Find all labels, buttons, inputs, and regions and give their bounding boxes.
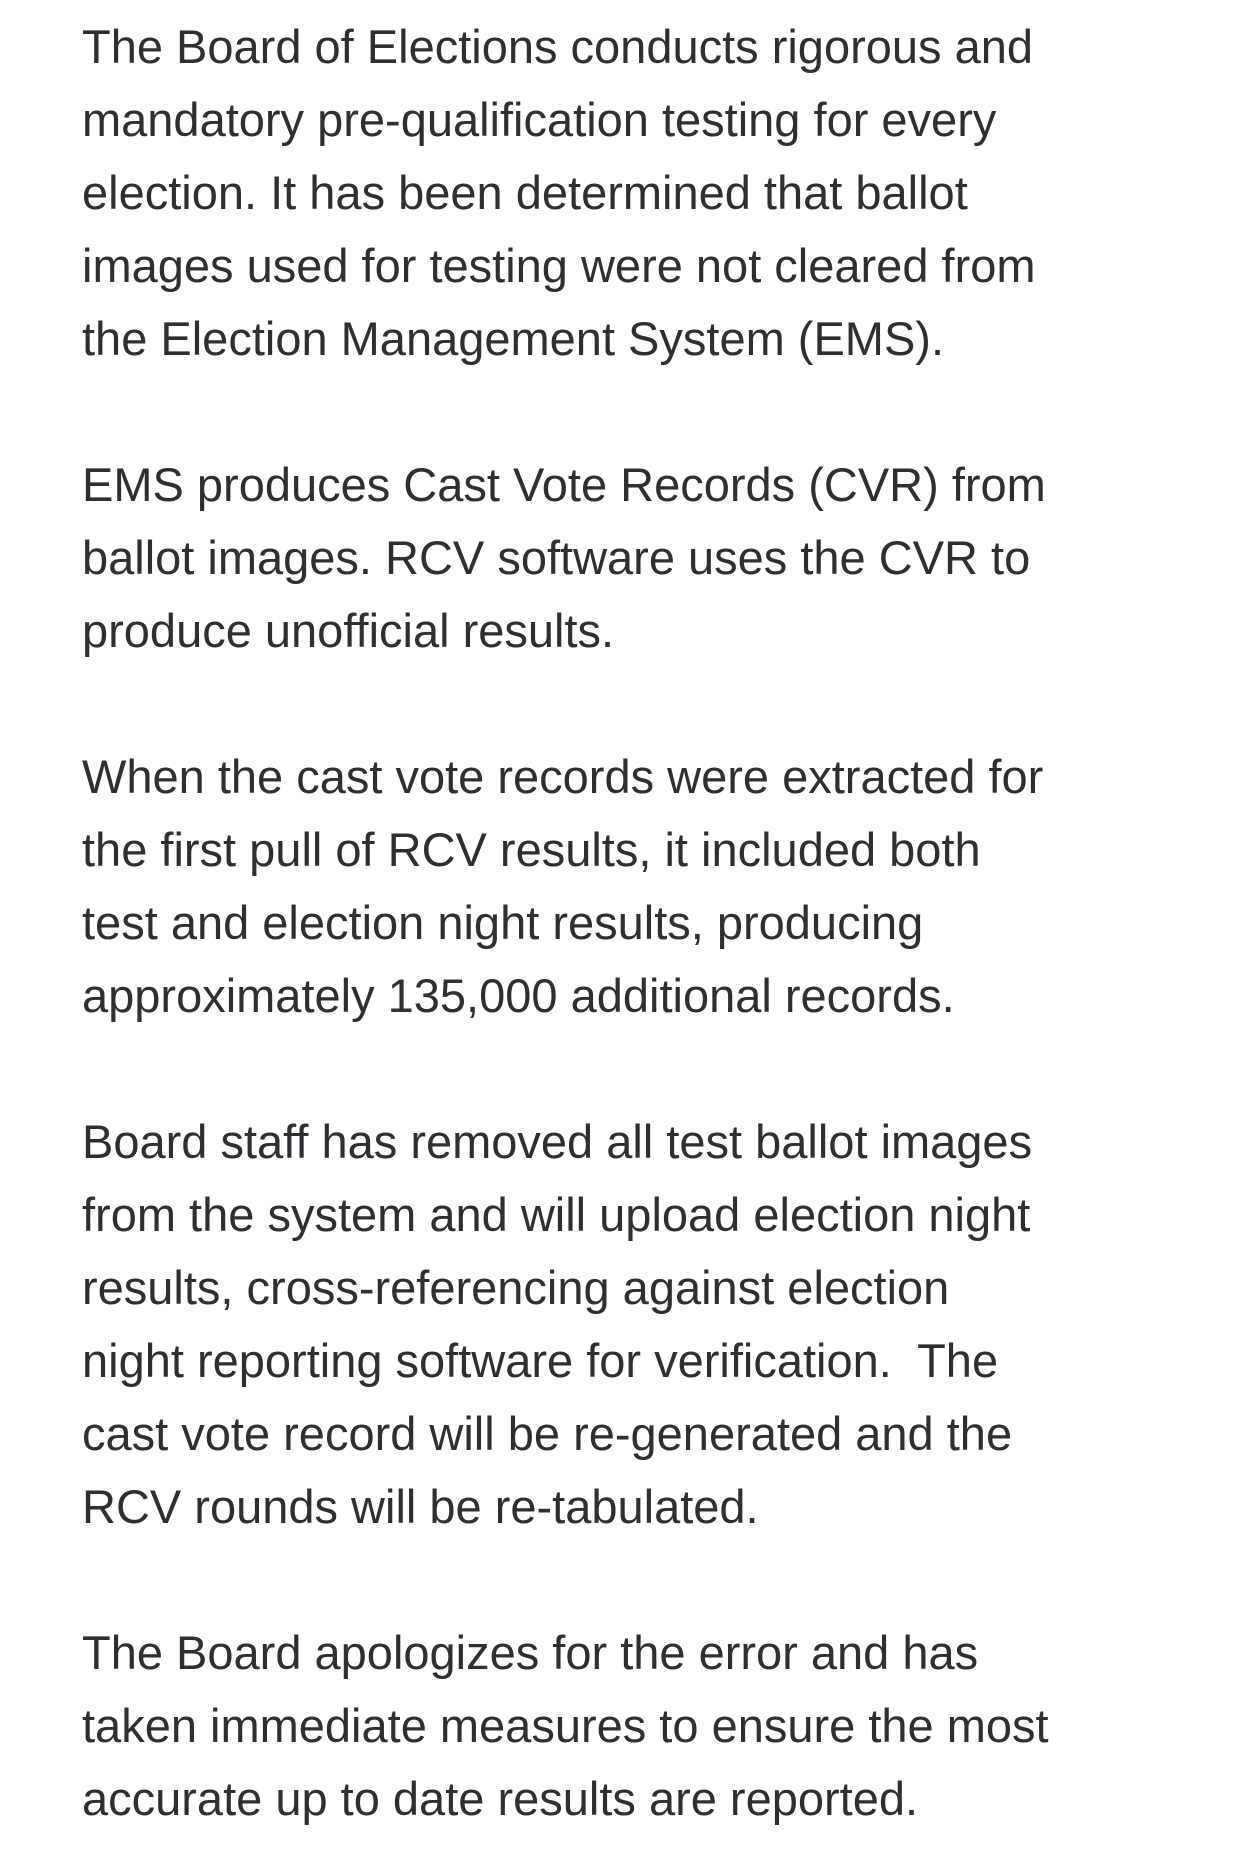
text-line: Board staff has removed all test ballot images [82, 1115, 1033, 1168]
text-line: mandatory pre-qualification testing for every [82, 93, 997, 146]
text-line: the first pull of RCV results, it included both [82, 823, 981, 876]
text-line: produce unofficial results. [82, 604, 615, 657]
text-line: taken immediate measures to ensure the most [82, 1699, 1049, 1752]
text-line: RCV rounds will be re-tabulated. [82, 1480, 759, 1533]
paragraph-remediation [82, 1105, 1202, 1543]
text-line: The Board of Elections conducts rigorous and [82, 20, 1033, 73]
text-line: accurate up to date results are reported. [82, 1772, 919, 1825]
paragraph-testing [82, 10, 1202, 375]
text-line: night reporting software for verification. The [82, 1334, 999, 1387]
paragraph-ems-cvr [82, 448, 1202, 667]
text-line: ballot images. RCV software uses the CVR to [82, 531, 1031, 584]
statement-body [82, 10, 1202, 1835]
text-line: test and election night results, producing [82, 896, 924, 949]
text-line: from the system and will upload election night [82, 1188, 1031, 1241]
text-line: When the cast vote records were extracted for [82, 750, 1044, 803]
text-line: cast vote record will be re-generated and the [82, 1407, 1013, 1460]
text-line: images used for testing were not cleared from [82, 239, 1036, 292]
paragraph-apology [82, 1616, 1202, 1835]
text-line: results, cross-referencing against election [82, 1261, 950, 1314]
text-line: the Election Management System (EMS). [82, 312, 945, 365]
text-line: approximately 135,000 additional records. [82, 969, 955, 1022]
paragraph-extraction [82, 740, 1202, 1032]
text-line: EMS produces Cast Vote Records (CVR) from [82, 458, 1046, 511]
text-line: election. It has been determined that ballot [82, 166, 968, 219]
text-line: The Board apologizes for the error and has [82, 1626, 979, 1679]
